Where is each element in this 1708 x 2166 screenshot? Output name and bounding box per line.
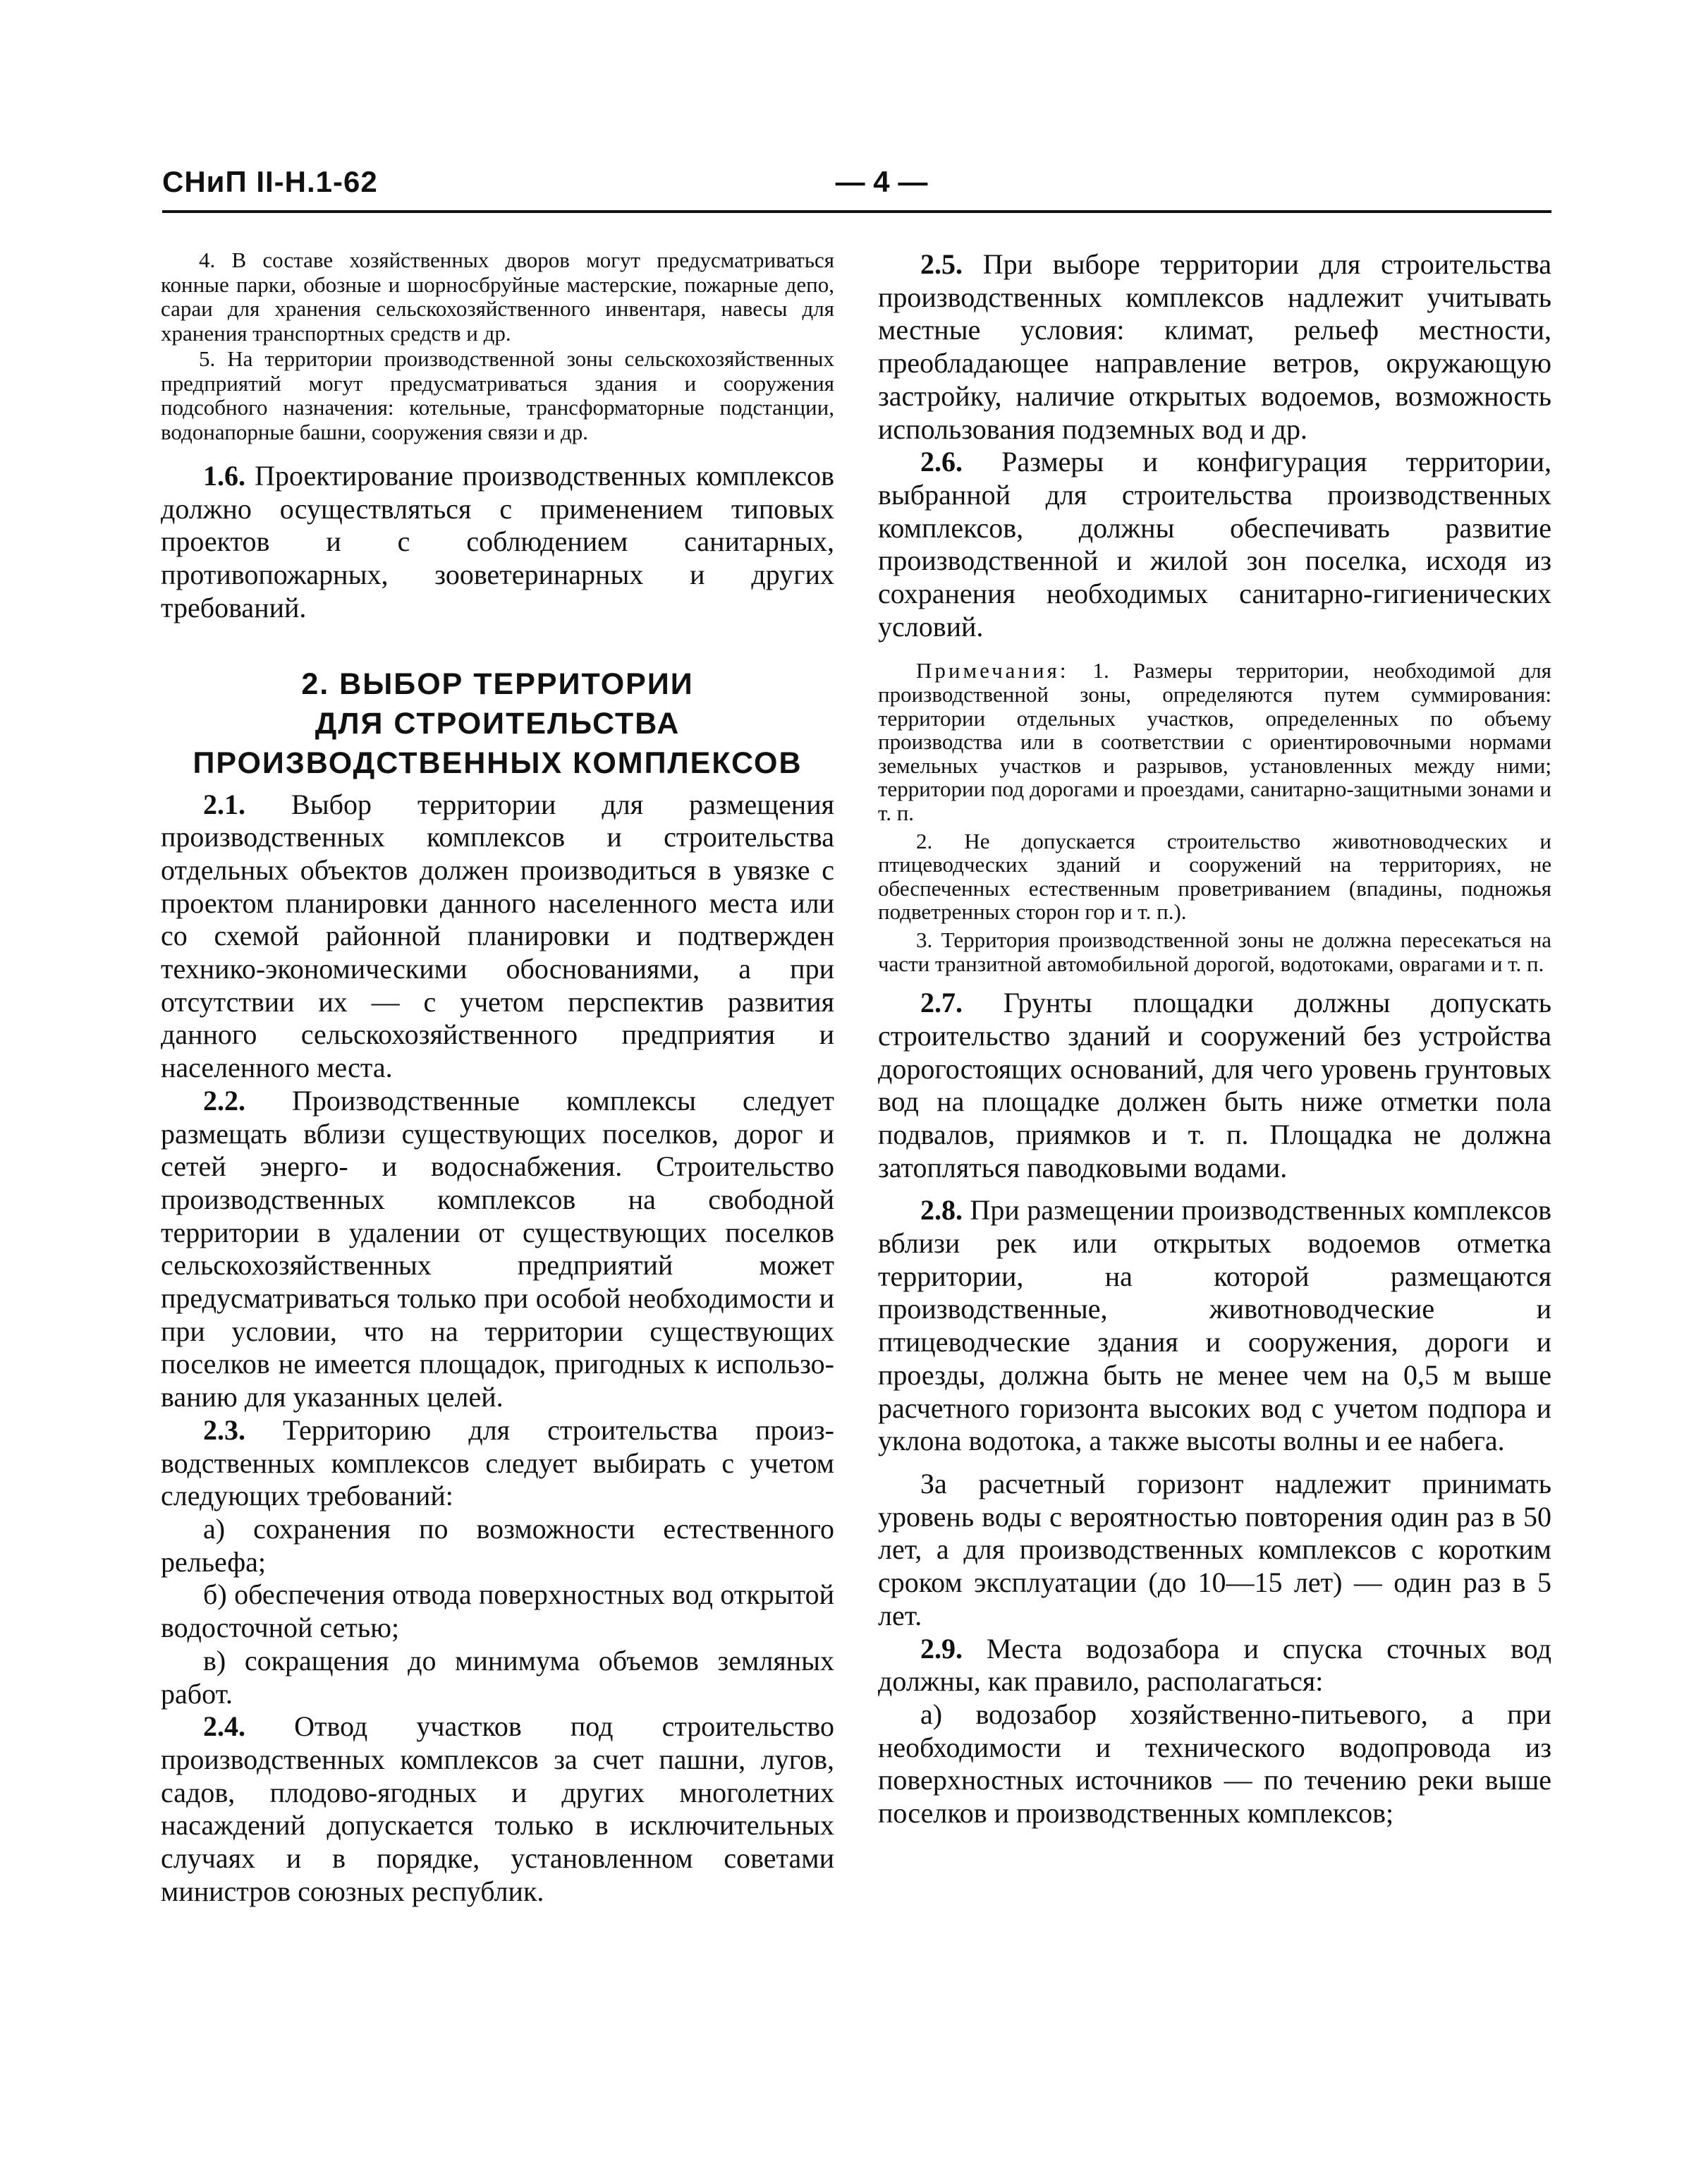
clause-number: 2.8. [920,1194,963,1227]
paragraph-2-8 [878,1194,1551,1458]
paragraph-2-8-continued: За расчетный горизонт надлежит принимать уровень воды с вероятностью повторения один раз в 50 лет, а для производственных комплексов с коротким сроком эксплуатации (до 10—15 лет) — один раз в 5 лет. [878,1468,1551,1631]
page-number: — 4 — [835,165,928,198]
clause-number: 2.5. [920,248,963,280]
notes-label: Примечания: [916,658,1069,683]
clause-text: Производственные комплексы следует размещать вблизи существующих поселков, дорог и сетей энерго- и водоснабжения. Строительство производственных комплексов на свободной территории в удалении от существующих поселков сельскохозяйственных предприятий может предусматриваться только при особой необходимости и при условии, что на территории существующих поселков не имеется площадок, пригодных к использованию для указанных целей. [161,1084,834,1413]
clause-text: Грунты площадки должны допускать строительство зданий и сооружений без устройства дорогостоящих оснований, для чего уровень грунтовых вод на площадке должен быть ниже отметки пола подвалов, приямков и т. п. Площадка не должна затопляться паводковыми водами. [878,987,1551,1184]
page-header [162,161,1551,217]
paragraph-item-4: 4. В составе хозяйственных дворов могут предусматриваться конные парки, обозные и шорносбруйные мастерские, пожарные депо, сараи для хранения сельскохозяйственного инвентаря, навесы для хранения транспортных средств и др. [161,248,834,346]
section-title-line: ПРОИЗВОДСТВЕННЫХ КОМПЛЕКСОВ [193,746,803,780]
note-1 [878,659,1551,825]
clause-number: 2.2. [203,1084,245,1117]
section-title-line: 2. ВЫБОР ТЕРРИТОРИИ [301,667,694,701]
list-item-b: б) обеспечения отвода поверхностных вод открытой водосточной сетью; [161,1578,834,1644]
notes-block [878,659,1551,975]
clause-text: При выборе территории для строительства производственных комплексов надлежит учитывать местные условия: климат, рельеф местности, преобладающее направление ветров, окружающую застройку, наличие открытых водоемов, возможность использования подземных вод и др. [878,248,1551,445]
clause-text: Места водозабора и спуска сточных вод должны, как правило, располагаться: [878,1632,1551,1698]
clause-text: Размеры и конфигурация территории, выбранной для строительства производственных комплексов, должны обеспечивать развитие производственной и жилой зон поселка, исходя из сохранения необходимых санитарно-гигиенических условий. [878,446,1551,643]
paragraph-2-3 [161,1414,834,1513]
clause-text: При размещении производственных комплексов вблизи рек или открытых водоемов отметка территории, на которой размещаются производственные, животноводческие и птицеводческие здания и сооружения, дороги и проезды, должна быть не менее чем на 0,5 м выше расчетного горизонта высоких вод с учетом подпора и уклона водотока, а также высоты волны и ее набега. [878,1194,1551,1457]
paragraph-2-5 [878,248,1551,446]
list-item-a: а) сохранения по возможности естественного рельефа; [161,1512,834,1578]
clause-number: 1.6. [203,460,245,492]
paragraph-2-2 [161,1085,834,1414]
left-column [161,248,834,1908]
paragraph-item-5: 5. На территории производственной зоны сельскохозяйственных предприятий могут предусматриваться здания и сооружения подсобного назначения: котельные, трансформаторные подстанции, водонапорные башни, сооружения связи и др. [161,346,834,444]
note-2: 2. Не допускается строительство животноводческих и птицеводческих зданий и сооружений на территориях, не обеспеченных естественным проветриванием (впадины, подножья подветренных сторон гор и т. п.). [878,828,1551,925]
clause-number: 2.4. [203,1710,245,1743]
clause-number: 2.1. [203,788,245,820]
list-item-a: а) водозабор хозяйственно-питьевого, а при необходимости и технического водопровода из поверхностных источников — по течению реки выше поселков и производственных комплексов; [878,1698,1551,1830]
paragraph-2-1 [161,789,834,1085]
note-text: 1. Размеры территории, необходимой для производственной зоны, определяются путем суммирования: территории отдельных участков, определенных по объему производства или в соответствии с ориентировочными нормами земельных участков и разрывов, установленных между ними; территории под дорогами и проездами, санитарно-защитными зонами и т. п. [878,658,1551,825]
paragraph-2-7 [878,987,1551,1184]
clause-text: Проектирование производственных комплексов должно осуществляться с применением типовых проектов и с соблюдением санитарных, противопожарных, зооветеринарных и других требований. [161,460,834,623]
paragraph-2-6 [878,446,1551,643]
header-divider [162,210,1551,213]
document-code: СНиП II-Н.1-62 [162,165,378,198]
paragraph-2-4 [161,1710,834,1908]
clause-number: 2.7. [920,987,963,1019]
paragraph-2-9 [878,1633,1551,1698]
paragraph-1-6 [161,460,834,625]
clause-number: 2.6. [920,446,963,478]
clause-text: Отвод участков под строительство производственных комплексов за счет пашни, лугов, садов, плодово-ягодных и других многолетних насаждений допускается только в исключительных случаях и в порядке, установленном советами министров союзных республик. [161,1710,834,1907]
section-title [161,664,834,783]
section-title-line: ДЛЯ СТРОИТЕЛЬСТВА [315,706,681,741]
clause-text: Выбор территории для размещения производственных комплексов и строительства отдельных объектов должен производиться в увязке с проектом планировки данного населенного места или со схемой районной планировки и подтвержден технико-экономическими обоснованиями, а при отсутствии их — с учетом перспектив развития данного сельскохозяйственного предприятия и населенного места. [161,788,834,1084]
clause-number: 2.9. [920,1632,963,1665]
right-column [878,248,1551,1830]
note-3: 3. Территория производственной зоны не должна пересекаться на части транзитной автомобильной дорогой, водотоками, оврагами и т. п. [878,927,1551,976]
list-item-c: в) сокращения до минимума объемов земляных работ. [161,1644,834,1710]
clause-text: Территорию для строительства производственных комплексов следует выбирать с учетом следующих требований: [161,1413,834,1512]
clause-number: 2.3. [203,1413,245,1446]
